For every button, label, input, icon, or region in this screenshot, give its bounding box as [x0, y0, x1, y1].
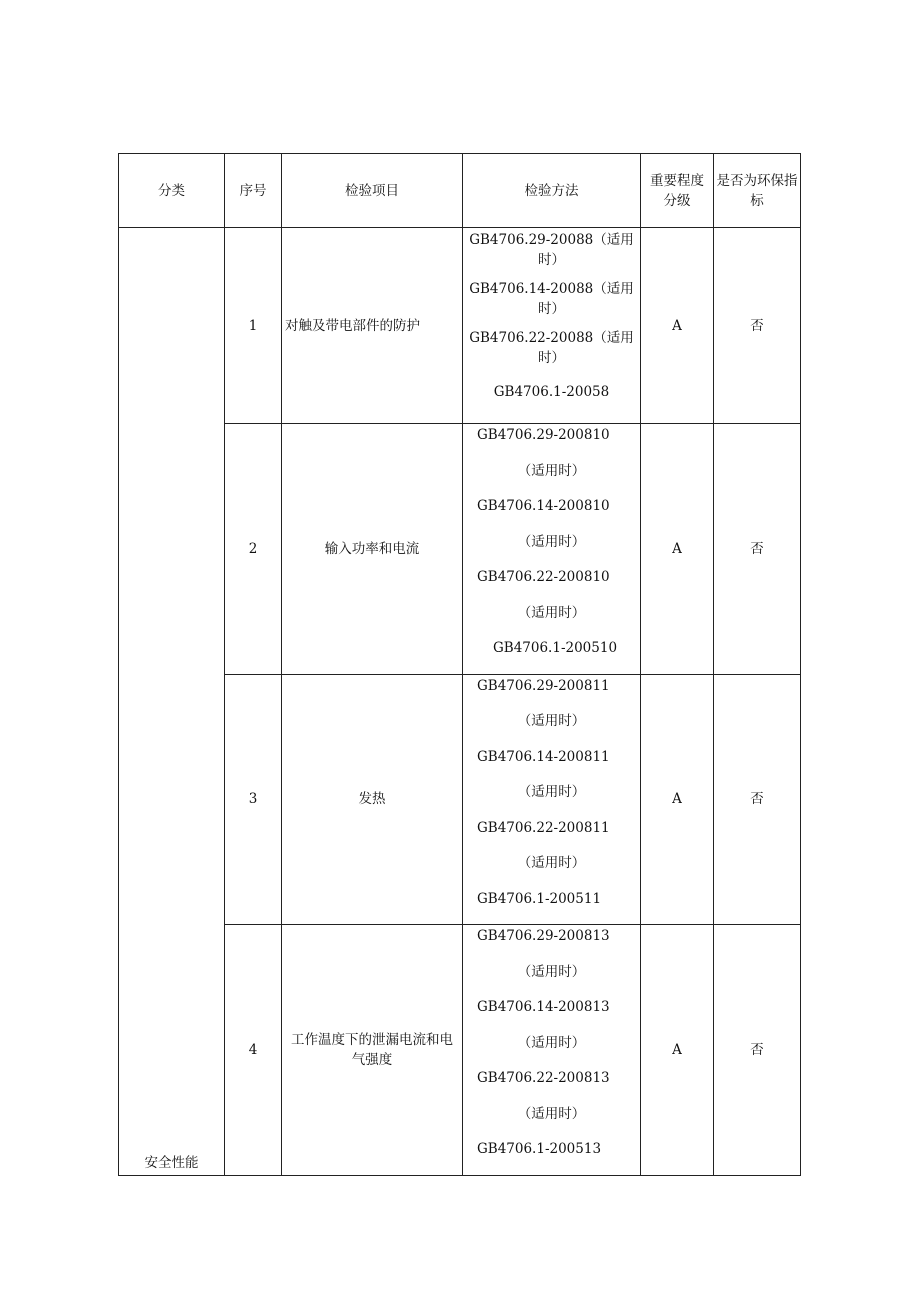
method-line: （适用时） [517, 604, 586, 621]
inspection-table [118, 153, 801, 1176]
row-level: A [641, 424, 714, 675]
method-line: GB4706.29-20088（适用时） [469, 232, 634, 268]
row-item: 对触及带电部件的防护 [282, 228, 463, 424]
row-number: 2 [225, 424, 282, 675]
row-level: A [641, 925, 714, 1176]
method-line: GB4706.14-200811 [477, 748, 610, 765]
method-line: （适用时） [517, 784, 586, 800]
method-line: （适用时） [517, 1034, 586, 1051]
method-line: GB4706.14-200813 [477, 999, 610, 1015]
table-header-row [119, 154, 801, 228]
row-number: 3 [225, 674, 282, 925]
method-line: GB4706.22-200810 [477, 569, 610, 585]
row-env: 否 [714, 674, 801, 925]
header-env: 是否为环保指标 [714, 154, 801, 228]
header-level: 重要程度分级 [641, 154, 714, 228]
category-cell: 安全性能 [119, 228, 225, 1176]
method-line: GB4706.29-200813 [477, 928, 610, 944]
row-method [463, 674, 641, 925]
method-line: GB4706.29-200811 [477, 677, 610, 694]
table-row [119, 228, 801, 424]
header-category: 分类 [119, 154, 225, 228]
method-line: GB4706.22-200813 [477, 1070, 610, 1086]
method-line: （适用时） [517, 713, 586, 729]
method-line: GB4706.1-200510 [493, 640, 618, 656]
header-item: 检验项目 [282, 154, 463, 228]
row-method [463, 925, 641, 1176]
row-level: A [641, 674, 714, 925]
row-env: 否 [714, 424, 801, 675]
method-line: GB4706.22-200811 [477, 819, 610, 836]
method-line: （适用时） [517, 462, 586, 479]
row-number: 1 [225, 228, 282, 424]
header-method: 检验方法 [463, 154, 641, 228]
method-line: GB4706.14-20088（适用时） [469, 281, 634, 317]
header-number: 序号 [225, 154, 282, 228]
method-line: GB4706.29-200810 [477, 427, 610, 443]
method-line: GB4706.22-20088（适用时） [469, 330, 634, 366]
row-item: 工作温度下的泄漏电流和电气强度 [282, 925, 463, 1176]
method-line: （适用时） [517, 1105, 586, 1122]
method-line: （适用时） [517, 963, 586, 980]
row-method [463, 228, 641, 424]
row-level: A [641, 228, 714, 424]
row-env: 否 [714, 228, 801, 424]
method-line: GB4706.1-200513 [477, 1141, 602, 1157]
method-line: （适用时） [517, 533, 586, 550]
row-number: 4 [225, 925, 282, 1176]
method-line: GB4706.1-200511 [477, 890, 602, 907]
row-item: 输入功率和电流 [282, 424, 463, 675]
method-line: GB4706.14-200810 [477, 498, 610, 514]
method-line: GB4706.1-20058 [493, 384, 610, 400]
row-item: 发热 [282, 674, 463, 925]
method-line: （适用时） [517, 855, 586, 871]
row-method [463, 424, 641, 675]
row-env: 否 [714, 925, 801, 1176]
